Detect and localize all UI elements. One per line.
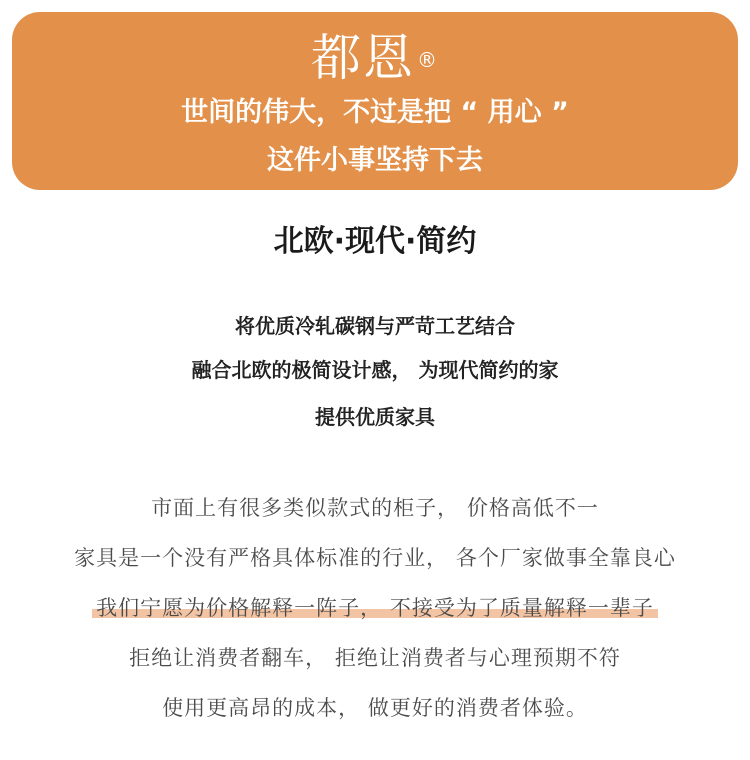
body-line-1: 市面上有很多类似款式的柜子， 价格高低不一	[151, 496, 599, 520]
body-line-5: 使用更高昂的成本， 做更好的消费者体验。	[162, 696, 588, 720]
brand-logo	[12, 30, 738, 86]
slogan-line-1: 世间的伟大，不过是把 “ 用心 ”	[181, 97, 569, 128]
page-heading: 北欧·现代·简约	[273, 224, 477, 259]
body-line-4: 拒绝让消费者翻车， 拒绝让消费者与心理预期不符	[129, 646, 621, 670]
body-line-3-wrapper	[0, 593, 750, 623]
intro-line-2: 融合北欧的极简设计感， 为现代简约的家	[191, 358, 559, 382]
slogan-line-2: 这件小事坚持下去	[267, 145, 483, 176]
body-line-2: 家具是一个没有严格具体标准的行业， 各个厂家做事全靠良心	[74, 546, 676, 570]
registered-mark: ®	[417, 48, 439, 72]
brand-banner	[12, 12, 738, 190]
intro-line-1: 将优质冷轧碳钢与严苛工艺结合	[235, 314, 515, 338]
brand-name: 都恩	[311, 29, 415, 87]
highlighted-body-line: 我们宁愿为价格解释一阵子， 不接受为了质量解释一辈子	[92, 596, 658, 620]
intro-line-3: 提供优质家具	[315, 405, 435, 429]
